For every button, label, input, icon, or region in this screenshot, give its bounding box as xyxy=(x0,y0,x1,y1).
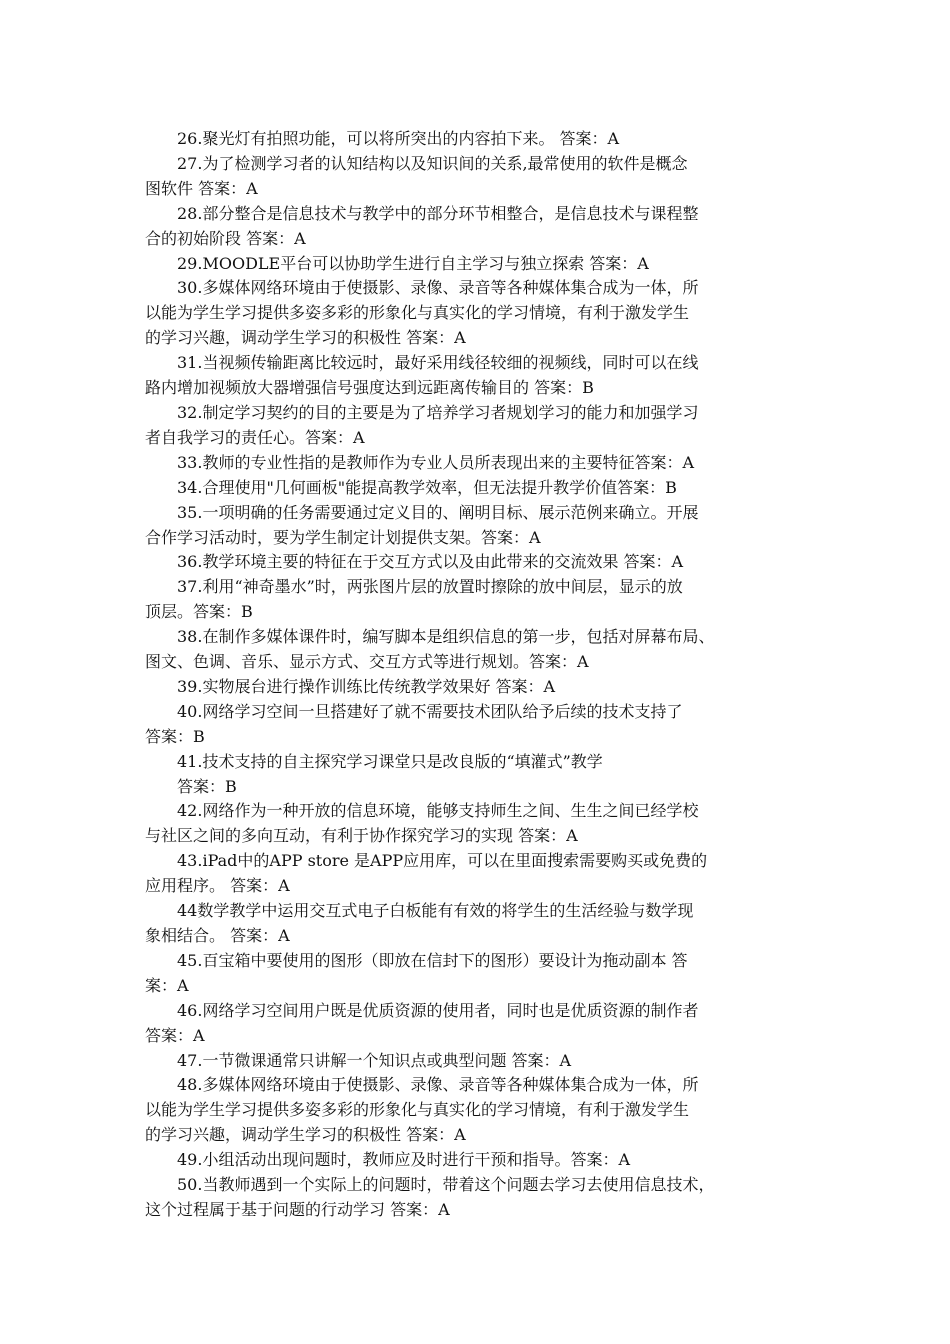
question-item xyxy=(145,750,805,800)
question-line: 象相结合。 答案：A xyxy=(145,926,290,945)
question-line: 合的初始阶段 答案：A xyxy=(145,228,306,248)
question-line: 合作学习活动时，要为学生制定计划提供支架。答案：A xyxy=(145,527,541,547)
question-item xyxy=(145,252,805,277)
question-line: 49.小组活动出现问题时，教师应及时进行干预和指导。答案：A xyxy=(177,1150,631,1170)
question-line: 26.聚光灯有拍照功能，可以将所突出的内容拍下来。 答案：A xyxy=(177,129,620,148)
question-item xyxy=(145,1148,805,1173)
question-item xyxy=(145,1173,805,1223)
question-line: 这个过程属于基于问题的行动学习 答案：A xyxy=(145,1199,450,1219)
question-line: 答案：B xyxy=(145,726,205,746)
question-item xyxy=(145,625,805,675)
question-line: 45.百宝箱中要使用的图形（即放在信封下的图形）要设计为拖动副本 答 xyxy=(177,950,688,970)
question-item xyxy=(145,451,805,476)
question-item xyxy=(145,351,805,401)
question-item xyxy=(145,849,805,899)
question-item xyxy=(145,202,805,252)
question-item xyxy=(145,501,805,551)
question-item xyxy=(145,899,805,949)
question-item xyxy=(145,1049,805,1074)
question-line: 38.在制作多媒体课件时，编写脚本是组织信息的第一步，包括对屏幕布局、 xyxy=(177,627,715,647)
question-line: 41.技术支持的自主探究学习课堂只是改良版的“填灌式”教学 xyxy=(177,751,603,771)
question-item xyxy=(145,575,805,625)
question-item xyxy=(145,401,805,451)
question-line: 33.教师的专业性指的是教师作为专业人员所表现出来的主要特征答案：A xyxy=(177,452,695,472)
question-line: 46.网络学习空间用户既是优质资源的使用者，同时也是优质资源的制作者 xyxy=(177,1000,699,1020)
question-line: 34.合理使用"几何画板"能提高教学效率，但无法提升教学价值答案：B xyxy=(177,477,677,497)
question-line: 案：A xyxy=(145,975,189,995)
question-line: 37.利用“神奇墨水”时，两张图片层的放置时擦除的放中间层，显示的放 xyxy=(177,577,683,597)
question-line: 27.为了检测学习者的认知结构以及知识间的关系,最常使用的软件是概念 xyxy=(177,153,688,173)
question-line: 顶层。答案：B xyxy=(145,602,253,622)
question-line: 30.多媒体网络环境由于使摄影、录像、录音等各种媒体集合成为一体，所 xyxy=(177,278,699,298)
question-line: 50.当教师遇到一个实际上的问题时，带着这个问题去学习去使用信息技术， xyxy=(177,1175,715,1195)
question-line: 29.MOODLE平台可以协助学生进行自主学习与独立探索 答案：A xyxy=(177,253,649,273)
question-line: 35.一项明确的任务需要通过定义目的、阐明目标、展示范例来确立。开展 xyxy=(177,502,699,522)
question-line: 者自我学习的责任心。答案：A xyxy=(145,427,365,447)
question-item xyxy=(145,799,805,849)
question-line: 以能为学生学习提供多姿多彩的形象化与真实化的学习情境，有利于激发学生 xyxy=(145,303,690,323)
question-item xyxy=(145,276,805,351)
question-line: 40.网络学习空间一旦搭建好了就不需要技术团队给予后续的技术支持了 xyxy=(177,701,683,721)
question-item xyxy=(145,949,805,999)
question-item xyxy=(145,127,805,152)
question-line: 与社区之间的多向互动，有利于协作探究学习的实现 答案：A xyxy=(145,826,578,846)
question-line: 以能为学生学习提供多姿多彩的形象化与真实化的学习情境，有利于激发学生 xyxy=(145,1100,690,1120)
question-item xyxy=(145,675,805,700)
question-line: 44数学教学中运用交互式电子白板能有有效的将学生的生活经验与数学现 xyxy=(177,901,694,921)
question-line: 的学习兴趣，调动学生学习的积极性 答案：A xyxy=(145,328,466,348)
question-line: 47.一节微课通常只讲解一个知识点或典型问题 答案：A xyxy=(177,1050,572,1070)
question-line: 答案：B xyxy=(177,776,237,796)
question-line: 43.iPad中的APP store 是APP应用库，可以在里面搜索需要购买或免费的 xyxy=(177,851,708,871)
question-line: 42.网络作为一种开放的信息环境，能够支持师生之间、生生之间已经学校 xyxy=(177,801,699,821)
question-line: 32.制定学习契约的目的主要是为了培养学习者规划学习的能力和加强学习 xyxy=(177,402,699,422)
question-line: 路内增加视频放大器增强信号强度达到远距离传输目的 答案：B xyxy=(145,378,594,398)
question-line: 36.教学环境主要的特征在于交互方式以及由此带来的交流效果 答案：A xyxy=(177,552,684,572)
question-line: 的学习兴趣，调动学生学习的积极性 答案：A xyxy=(145,1125,466,1145)
question-line: 39.实物展台进行操作训练比传统教学效果好 答案：A xyxy=(177,676,556,696)
question-line: 图文、色调、音乐、显示方式、交互方式等进行规划。答案：A xyxy=(145,652,589,672)
question-item xyxy=(145,1073,805,1148)
question-item xyxy=(145,152,805,202)
question-line: 48.多媒体网络环境由于使摄影、录像、录音等各种媒体集合成为一体，所 xyxy=(177,1075,699,1095)
question-item xyxy=(145,550,805,575)
question-item xyxy=(145,999,805,1049)
question-line: 28.部分整合是信息技术与教学中的部分环节相整合，是信息技术与课程整 xyxy=(177,203,699,223)
question-line: 31.当视频传输距离比较远时，最好采用线径较细的视频线，同时可以在线 xyxy=(177,353,699,373)
question-line: 应用程序。 答案：A xyxy=(145,876,290,896)
question-item xyxy=(145,476,805,501)
document-page xyxy=(145,127,805,1223)
question-item xyxy=(145,700,805,750)
question-line: 答案：A xyxy=(145,1025,205,1045)
question-line: 图软件 答案：A xyxy=(145,178,258,198)
